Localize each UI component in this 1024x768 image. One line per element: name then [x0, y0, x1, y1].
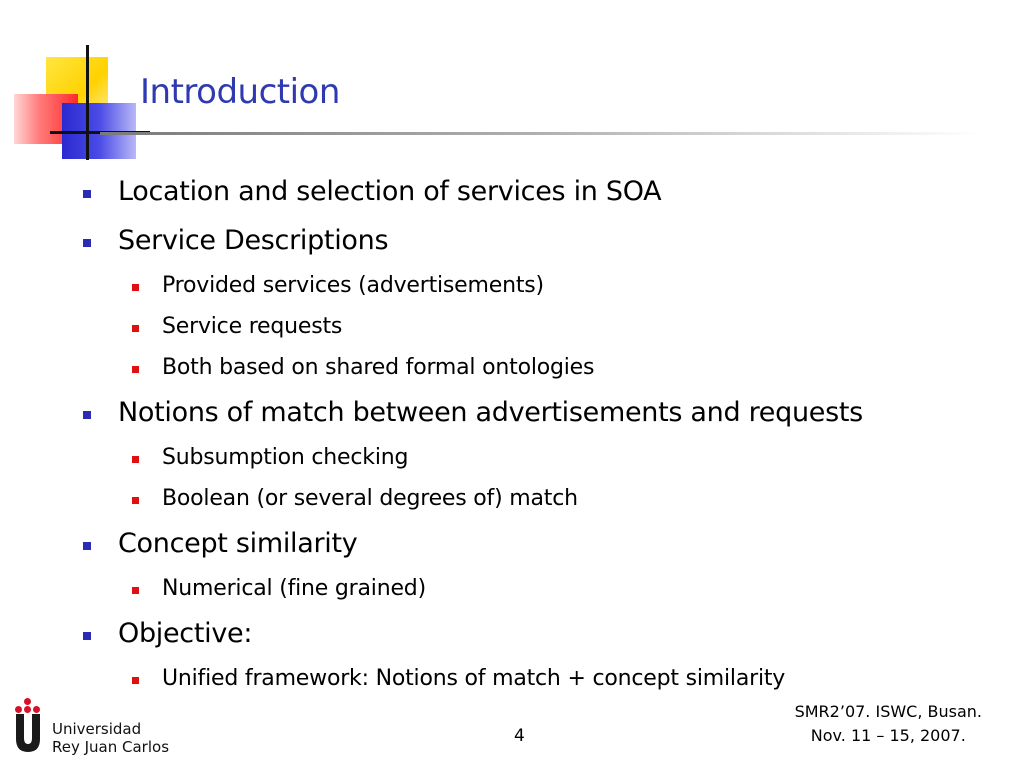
bullet-item — [118, 176, 661, 207]
bullet-text: Service Descriptions — [118, 225, 389, 256]
square-bullet-icon — [132, 497, 139, 504]
square-bullet-icon — [132, 366, 139, 373]
bullet-text: Notions of match between advertisements and requests — [118, 397, 863, 428]
square-bullet-icon — [132, 325, 139, 332]
event-line-1: SMR2’07. ISWC, Busan. — [794, 702, 982, 721]
sub-bullet-item — [162, 576, 426, 601]
bullet-text: Concept similarity — [118, 528, 358, 559]
square-bullet-icon — [83, 542, 91, 550]
square-bullet-icon — [132, 677, 139, 684]
university-logo — [12, 698, 172, 758]
square-bullet-icon — [132, 456, 139, 463]
bullet-item — [118, 225, 388, 256]
slide-title: Introduction — [140, 72, 340, 112]
sub-bullet-item — [162, 314, 342, 339]
page-number: 4 — [514, 726, 525, 746]
logo-line-2: Rey Juan Carlos — [52, 738, 170, 756]
square-bullet-icon — [132, 587, 139, 594]
sub-bullet-item — [162, 666, 785, 691]
sub-bullet-text: Unified framework: Notions of match + concept similarity — [162, 666, 786, 691]
square-bullet-icon — [83, 411, 91, 419]
event-info — [795, 700, 982, 748]
sub-bullet-item — [162, 355, 594, 380]
bullet-item — [118, 528, 357, 559]
sub-bullet-item — [162, 445, 408, 470]
bullet-text: Objective: — [118, 618, 253, 649]
logo-line-1: Universidad — [52, 720, 142, 738]
bullet-item — [118, 618, 252, 649]
sub-bullet-text: Provided services (advertisements) — [162, 273, 544, 298]
square-bullet-icon — [83, 632, 91, 640]
bullet-item — [118, 397, 863, 428]
sub-bullet-text: Numerical (fine grained) — [162, 576, 426, 601]
sub-bullet-text: Subsumption checking — [162, 445, 409, 470]
square-bullet-icon — [83, 190, 91, 198]
sub-bullet-text: Service requests — [162, 314, 343, 339]
sub-bullet-item — [162, 486, 578, 511]
sub-bullet-item — [162, 273, 544, 298]
sub-bullet-text: Boolean (or several degrees of) match — [162, 486, 578, 511]
sub-bullet-text: Both based on shared formal ontologies — [162, 355, 595, 380]
event-line-2: Nov. 11 – 15, 2007. — [810, 726, 966, 745]
square-bullet-icon — [83, 239, 91, 247]
square-bullet-icon — [132, 284, 139, 291]
bullet-text: Location and selection of services in SOA — [118, 176, 662, 207]
logo-u-icon — [14, 714, 42, 752]
